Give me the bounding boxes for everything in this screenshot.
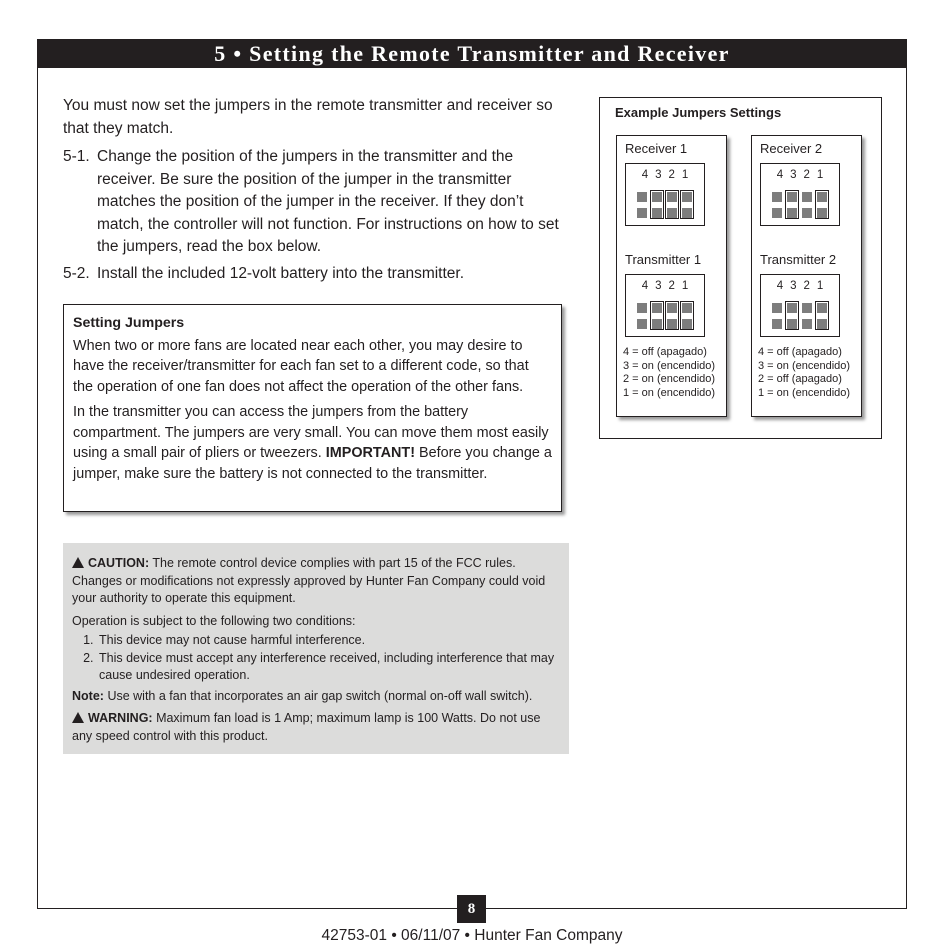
pin-number: 2 bbox=[803, 280, 810, 292]
jumpers-paragraph-2 bbox=[73, 402, 552, 484]
jumper-cap bbox=[785, 301, 799, 330]
footer-text: 42753-01 • 06/11/07 • Hunter Fan Company bbox=[321, 927, 623, 944]
step-text: Install the included 12-volt battery into the transmitter. bbox=[97, 264, 465, 282]
condition-item: 1. This device may not cause harmful interference. bbox=[97, 632, 560, 650]
jumper-cap bbox=[815, 301, 829, 330]
pin-number: 3 bbox=[790, 280, 797, 292]
jumper-cap bbox=[785, 190, 799, 219]
jumpers-paragraph-2-end: Before you change a jumper, make sure the battery is not connected to the transmitter. bbox=[73, 445, 552, 482]
legend-line: 4 = off (apagado) bbox=[758, 346, 842, 358]
legend-line: 2 = off (apagado) bbox=[758, 373, 842, 386]
jumper-cap bbox=[650, 301, 664, 330]
jumper-pin bbox=[802, 208, 812, 218]
important-label: IMPORTANT! bbox=[325, 445, 416, 461]
transmitter-label: Transmitter 2 bbox=[760, 252, 837, 267]
intro-lead: You must now set the jumpers in the remote transmitter and receiver so that they match. bbox=[63, 97, 553, 137]
warning-icon bbox=[72, 712, 84, 723]
jumper-pin bbox=[772, 303, 782, 313]
step-number: 5-1. bbox=[63, 148, 90, 165]
jumper-cap bbox=[680, 301, 694, 330]
jumper-pins bbox=[635, 302, 695, 330]
conditions-intro: Operation is subject to the following two conditions: bbox=[72, 613, 356, 628]
transmitter-jumper-block bbox=[625, 274, 705, 337]
jumper-legend bbox=[758, 346, 850, 401]
jumper-pin bbox=[637, 192, 647, 202]
jumper-pin bbox=[772, 319, 782, 329]
example-jumpers-panel bbox=[599, 97, 882, 439]
jumper-pin bbox=[772, 192, 782, 202]
jumper-cap bbox=[650, 190, 664, 219]
jumper-pin bbox=[637, 208, 647, 218]
pin-number: 3 bbox=[655, 280, 662, 292]
receiver-jumper-block bbox=[760, 163, 840, 226]
page-number: 8 bbox=[457, 895, 486, 923]
jumper-pin bbox=[637, 303, 647, 313]
pin-numbers bbox=[626, 280, 704, 292]
caution-label: CAUTION: bbox=[88, 556, 150, 570]
pin-number: 4 bbox=[776, 169, 784, 181]
caution-text: The remote control device complies with part 15 of the FCC rules. Changes or modifications not expressly approved by Hunter Fan Company could void your authority to operate this equipment. bbox=[72, 556, 546, 605]
receiver-label: Receiver 1 bbox=[625, 141, 688, 156]
caution-paragraph bbox=[72, 555, 560, 608]
pin-numbers bbox=[626, 169, 704, 181]
pin-number: 4 bbox=[641, 280, 649, 292]
pin-number: 3 bbox=[790, 169, 797, 181]
legend-line: 1 = on (encendido) bbox=[623, 387, 716, 400]
jumpers-paragraph-1: When two or more fans are located near each other, you may desire to have the receiver/transmitter for each fan set to a different code, so that the operation of one fan does not affect the operation of the other fans. bbox=[73, 337, 529, 395]
step-text: Change the position of the jumpers in the transmitter and the receiver. Be sure the position of the jumper in the transmitter matches the position of the jumper in the receiver. If they don’t match, the controller will not function. For instructions on how to set the jumpers, read the box below. bbox=[97, 148, 559, 255]
legend-line: 1 = on (encendido) bbox=[758, 387, 851, 400]
pin-number: 4 bbox=[776, 280, 784, 292]
receiver-label: Receiver 2 bbox=[760, 141, 823, 156]
pin-number: 1 bbox=[681, 169, 689, 181]
pin-number: 2 bbox=[668, 280, 675, 292]
intro-section bbox=[63, 95, 573, 289]
jumper-cap bbox=[665, 190, 679, 219]
jumper-legend bbox=[623, 346, 715, 401]
legend-line: 2 = on (encendido) bbox=[623, 373, 716, 386]
example-title: Example Jumpers Settings bbox=[615, 105, 782, 120]
warning-label: WARNING: bbox=[88, 711, 153, 725]
section-title: 5 • Setting the Remote Transmitter and Receiver bbox=[37, 39, 907, 68]
pin-number: 4 bbox=[641, 169, 649, 181]
step-item bbox=[63, 146, 573, 259]
legend-line: 4 = off (apagado) bbox=[623, 346, 707, 358]
note-paragraph bbox=[72, 688, 560, 706]
legend-line: 3 = on (encendido) bbox=[623, 359, 716, 372]
jumper-cap bbox=[680, 190, 694, 219]
transmitter-jumper-block bbox=[760, 274, 840, 337]
pin-number: 3 bbox=[655, 169, 662, 181]
setting-jumpers-heading: Setting Jumpers bbox=[73, 315, 185, 331]
receiver-jumper-block bbox=[625, 163, 705, 226]
jumper-cap bbox=[665, 301, 679, 330]
pin-numbers bbox=[761, 169, 839, 181]
setting-jumpers-box bbox=[63, 304, 562, 512]
caution-box bbox=[63, 543, 569, 754]
jumper-pin bbox=[802, 192, 812, 202]
jumpers-paragraph-2-start: In the transmitter you can access the jumpers from the battery compartment. The jumpers are very small. You can move them most easily using a small pair of pliers or tweezers. bbox=[73, 404, 549, 461]
caution-warning-icon bbox=[72, 557, 84, 568]
step-number: 5-2. bbox=[63, 264, 90, 282]
jumper-pin bbox=[802, 319, 812, 329]
jumper-pins bbox=[635, 191, 695, 219]
jumper-cap bbox=[815, 190, 829, 219]
pin-number: 1 bbox=[681, 280, 689, 292]
jumper-pin bbox=[802, 303, 812, 313]
pin-number: 1 bbox=[816, 169, 824, 181]
legend-line: 3 = on (encendido) bbox=[758, 359, 851, 372]
pin-number: 2 bbox=[803, 169, 810, 181]
jumper-pin bbox=[637, 319, 647, 329]
conditions-list bbox=[97, 632, 560, 685]
note-text: Use with a fan that incorporates an air gap switch (normal on-off wall switch). bbox=[107, 688, 533, 703]
condition-item: 2. This device must accept any interference received, including interference that may cause undesired operation. bbox=[97, 650, 560, 685]
jumper-pins bbox=[770, 302, 830, 330]
step-item bbox=[63, 263, 573, 286]
example-card-1 bbox=[616, 135, 727, 417]
pin-number: 2 bbox=[668, 169, 675, 181]
example-card-2 bbox=[751, 135, 862, 417]
jumper-pins bbox=[770, 191, 830, 219]
pin-numbers bbox=[761, 280, 839, 292]
jumper-pin bbox=[772, 208, 782, 218]
transmitter-label: Transmitter 1 bbox=[625, 252, 702, 267]
pin-number: 1 bbox=[816, 280, 824, 292]
warning-text: Maximum fan load is 1 Amp; maximum lamp is 100 Watts. Do not use any speed control with this product. bbox=[72, 711, 541, 743]
note-label: Note: bbox=[72, 688, 104, 703]
warning-paragraph bbox=[72, 710, 560, 745]
